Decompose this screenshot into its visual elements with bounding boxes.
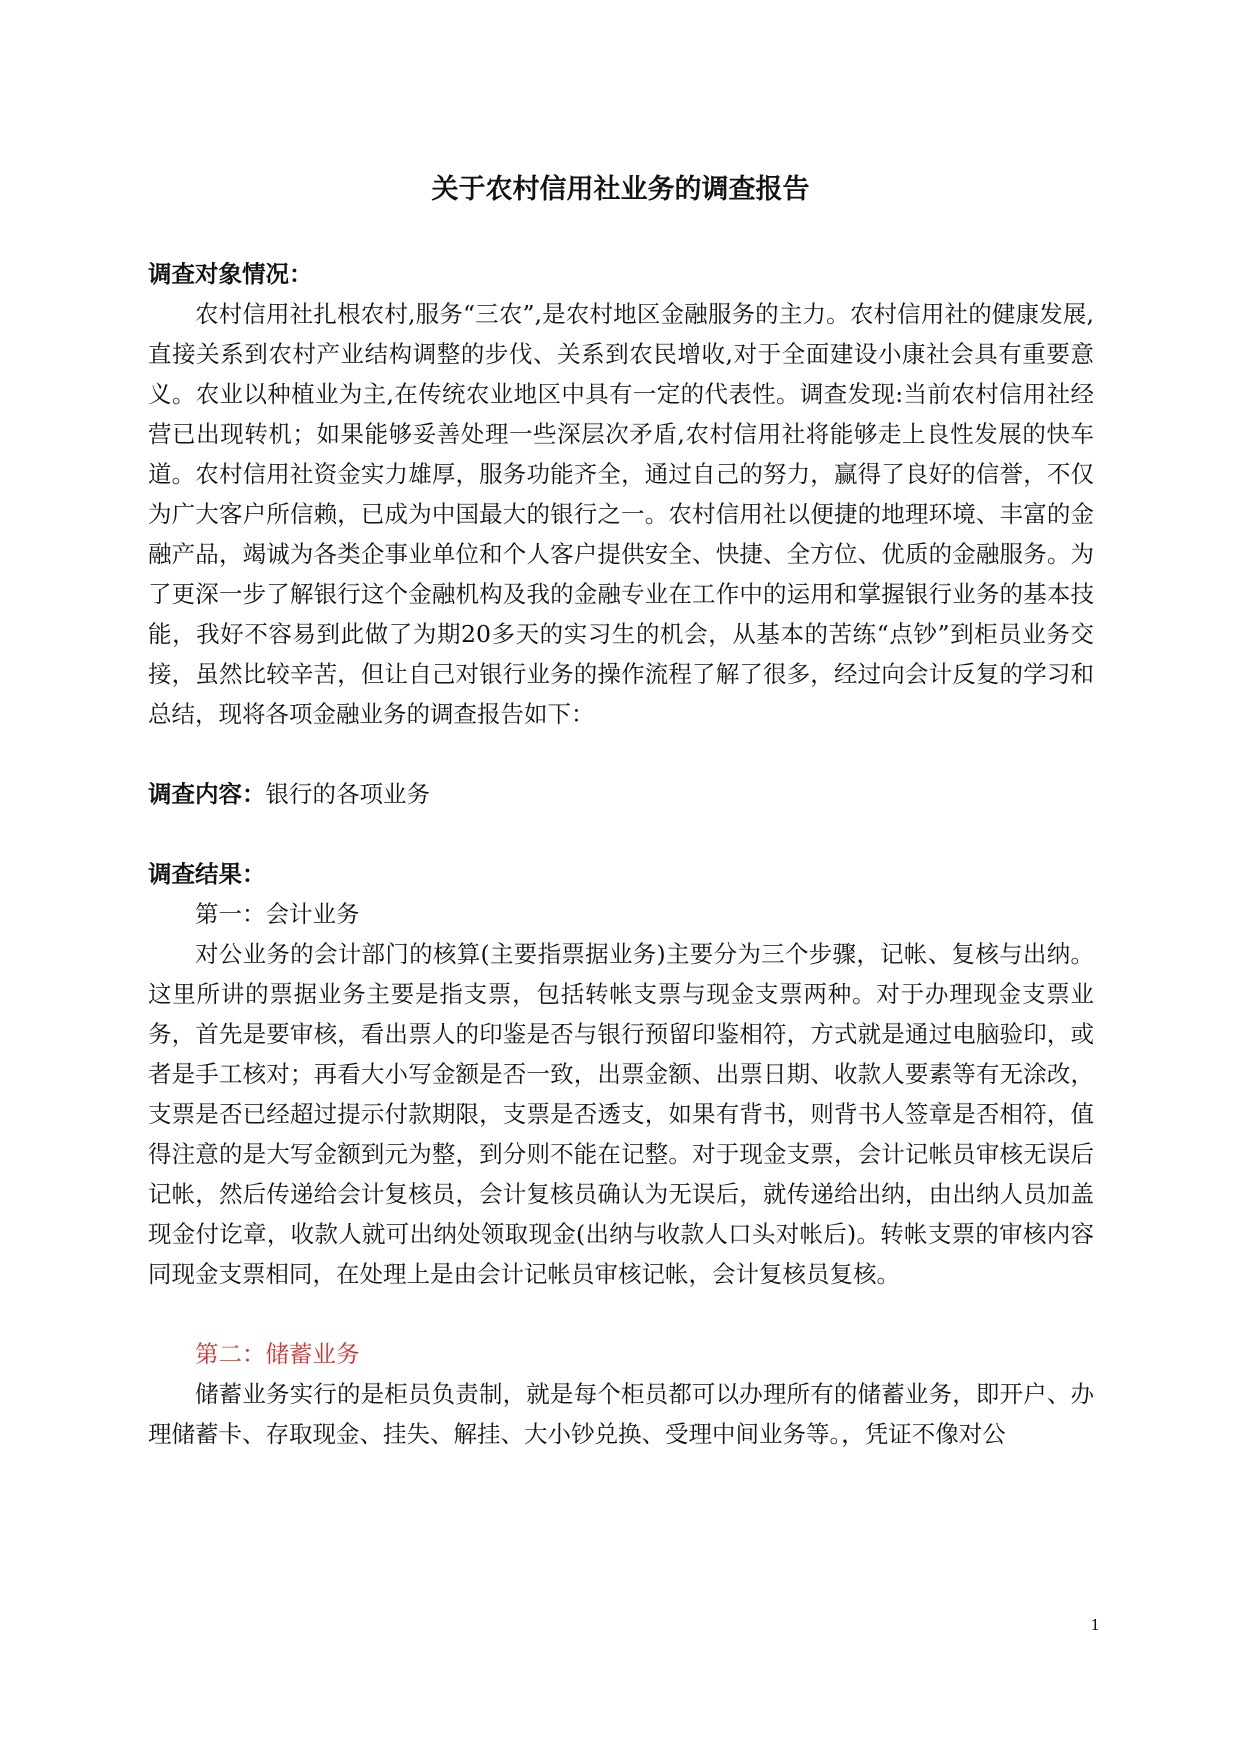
document-body [148, 254, 1094, 1454]
section-heading-survey-results: 调查结果： [148, 860, 266, 888]
survey-content-text: 银行的各项业务 [265, 780, 430, 808]
section-heading-survey-content: 调查内容： [148, 780, 266, 808]
paragraph-survey-subject: 农村信用社扎根农村,服务“三农”,是农村地区金融服务的主力。农村信用社的健康发展,直接关系到农村产业结构调整的步伐、关系到农民增收,对于全面建设小康社会具有重要意义。农业以种植业为主,在传统农业地区中具有一定的代表性。调查发现:当前农村信用社经营已出现转机；如果能够妥善处理一些深层次矛盾,农村信用社将能够走上良性发展的快车道。农村信用社资金实力雄厚，服务功能齐全，通过自己的努力，赢得了良好的信誉，不仅为广大客户所信赖，已成为中国最大的银行之一。农村信用社以便捷的地理环境、丰富的金融产品，竭诚为各类企事业单位和个人客户提供安全、快捷、全方位、优质的金融服务。为了更深一步了解银行这个金融机构及我的金融专业在工作中的运用和掌握银行业务的基本技能，我好不容易到此做了为期20多天的实习生的机会，从基本的苦练“点钞”到柜员业务交接，虽然比较辛苦，但让自己对银行业务的操作流程了解了很多，经过向会计反复的学习和总结，现将各项金融业务的调查报告如下： [148, 300, 1094, 728]
subsection-title-accounting: 第一：会计业务 [195, 900, 360, 928]
spacer [148, 1294, 1094, 1334]
spacer [148, 734, 1094, 774]
page-number: 1 [1090, 1616, 1100, 1634]
paragraph-accounting: 对公业务的会计部门的核算(主要指票据业务)主要分为三个步骤，记帐、复核与出纳。这里所讲的票据业务主要是指支票，包括转帐支票与现金支票两种。对于办理现金支票业务，首先是要审核，看出票人的印鉴是否与银行预留印鉴相符，方式就是通过电脑验印，或者是手工核对；再看大小写金额是否一致，出票金额、出票日期、收款人要素等有无涂改，支票是否已经超过提示付款期限，支票是否透支，如果有背书，则背书人签章是否相符，值得注意的是大写金额到元为整，到分则不能在记整。对于现金支票，会计记帐员审核无误后记帐，然后传递给会计复核员，会计复核员确认为无误后，就传递给出纳，由出纳人员加盖现金付讫章，收款人就可出纳处领取现金(出纳与收款人口头对帐后)。转帐支票的审核内容同现金支票相同，在处理上是由会计记帐员审核记帐，会计复核员复核。 [148, 940, 1094, 1288]
document-title: 关于农村信用社业务的调查报告 [431, 174, 810, 205]
survey-content-line [148, 774, 1094, 814]
section-heading-survey-subject: 调查对象情况： [148, 260, 313, 288]
spacer [148, 814, 1094, 854]
subsection-title-savings: 第二：储蓄业务 [195, 1340, 360, 1368]
paragraph-savings: 储蓄业务实行的是柜员负责制，就是每个柜员都可以办理所有的储蓄业务，即开户、办理储蓄卡、存取现金、挂失、解挂、大小钞兑换、受理中间业务等。，凭证不像对公 [148, 1380, 1094, 1448]
